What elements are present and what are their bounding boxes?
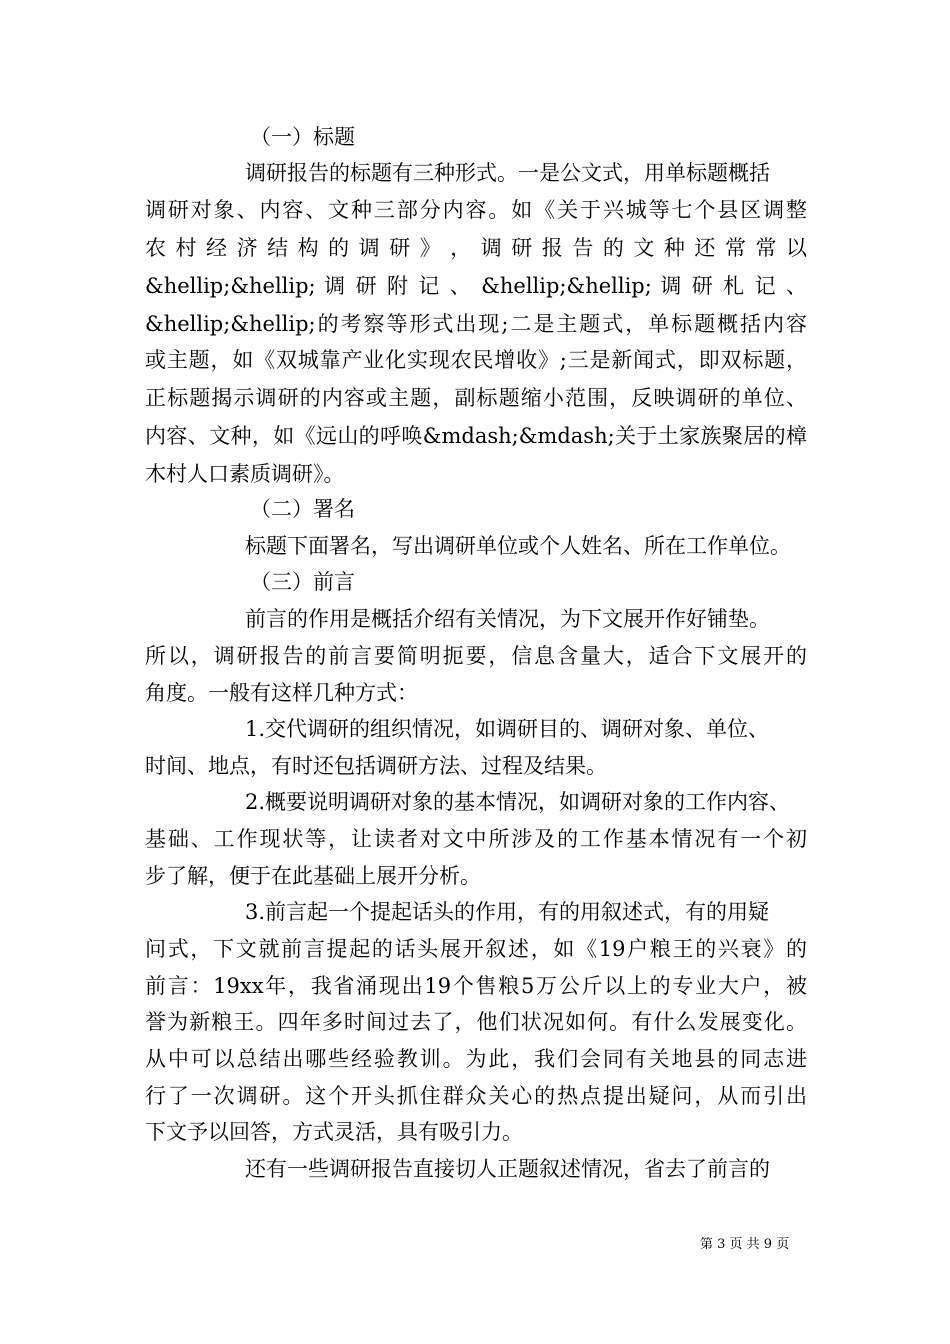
paragraph-line: 问式，下文就前言提起的话头展开叙述，如《19户粮王的兴衰》的: [145, 937, 807, 961]
paragraph-line: 誉为新粮王。四年多时间过去了，他们状况如何。有什么发展变化。: [145, 1010, 807, 1034]
paragraph-line: 木村人口素质调研》。: [145, 462, 345, 486]
paragraph-line: 调研对象、内容、文种三部分内容。如《关于兴城等七个县区调整: [145, 198, 807, 222]
heading-preface: （三）前言: [250, 570, 355, 594]
heading-title: （一）标题: [250, 125, 355, 149]
paragraph-line: 标题下面署名，写出调研单位或个人姓名、所在工作单位。: [245, 534, 791, 558]
paragraph-line: 下文予以回答，方式灵活，具有吸引力。: [145, 1120, 523, 1144]
page-number: 第 3 页 共 9 页: [700, 1237, 790, 1252]
paragraph-line: 正标题揭示调研的内容或主题，副标题缩小范围，反映调研的单位、: [145, 386, 807, 410]
paragraph-line: 还有一些调研报告直接切人正题叙述情况，省去了前言的: [245, 1157, 770, 1181]
paragraph-line: 农 村 经 济 结 构 的 调 研 》 ， 调 研 报 告 的 文 种 还 常 常 以: [145, 236, 807, 260]
list-item-line: 1.交代调研的组织情况，如调研目的、调研对象、单位、: [245, 717, 770, 741]
paragraph-line: 前言：19xx年，我省涌现出19个售粮5万公斤以上的专业大户，被: [145, 974, 807, 998]
paragraph-line: 步了解，便于在此基础上展开分析。: [145, 864, 481, 888]
paragraph-line: 所以，调研报告的前言要简明扼要，信息含量大，适合下文展开的: [145, 644, 807, 668]
paragraph-line: 内容、文种，如《远山的呼唤&mdash;&mdash;关于土家族聚居的樟: [145, 424, 807, 448]
paragraph-line: &hellip;&hellip; 调 研 附 记 、 &hellip;&hellip; 调 研 札 记 、: [145, 274, 807, 298]
list-item-line: 2.概要说明调研对象的基本情况，如调研对象的工作内容、: [245, 790, 791, 814]
paragraph-line: 角度。一般有这样几种方式：: [145, 681, 418, 705]
list-item-line: 3.前言起一个提起话头的作用，有的用叙述式，有的用疑: [245, 900, 770, 924]
paragraph-line: 或主题，如《双城靠产业化实现农民增收》;三是新闻式，即双标题，: [145, 348, 807, 372]
paragraph-line: 前言的作用是概括介绍有关情况，为下文展开作好铺垫。: [245, 607, 770, 631]
paragraph-line: 调研报告的标题有三种形式。一是公文式，用单标题概括: [245, 161, 770, 185]
paragraph-line: &hellip;&hellip;的考察等形式出现;二是主题式，单标题概括内容: [145, 312, 807, 336]
paragraph-line: 从中可以总结出哪些经验教训。为此，我们会同有关地县的同志进: [145, 1047, 807, 1071]
heading-signature: （二）署名: [250, 497, 355, 521]
paragraph-line: 行了一次调研。这个开头抓住群众关心的热点提出疑问，从而引出: [145, 1084, 807, 1108]
paragraph-line: 基础、工作现状等，让读者对文中所涉及的工作基本情况有一个初: [145, 827, 807, 851]
paragraph-line: 时间、地点，有时还包括调研方法、过程及结果。: [145, 754, 607, 778]
